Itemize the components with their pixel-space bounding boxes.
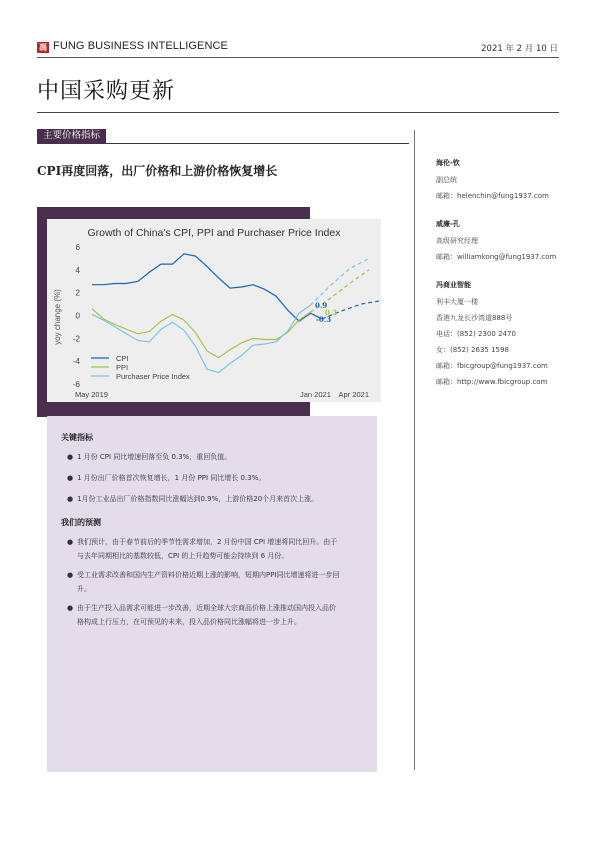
contact-name: 威廉-孔	[436, 220, 460, 228]
logo-mark: 馮	[39, 43, 47, 52]
contact-fax: 女：(852) 2635 1598	[436, 346, 509, 354]
contact-address: 利丰大厦一楼	[436, 298, 478, 306]
chart-ylabel: yoy change (%)	[53, 289, 62, 345]
list-item-line: 我们预计，由于春节前后的季节性需求增加，2 月份中国 CPI 增速将同比回升。由于	[77, 538, 338, 546]
list-item: ● 1 月份 CPI 同比增速回落至负 0.3%，重回负值。	[67, 453, 232, 461]
contact-email[interactable]: 邮箱：williamkong@fung1937.com	[436, 253, 557, 261]
x-tick-label: Apr 2021	[338, 390, 369, 399]
price-index-chart	[47, 219, 381, 402]
contact-card	[436, 158, 586, 204]
summary-panel	[47, 416, 377, 772]
list-item-text: 1月份工业品出厂价格指数同比涨幅达到0.9%，上游价格20个月来首次上涨。	[77, 495, 319, 503]
contact-name: 冯商业智能	[436, 281, 471, 289]
y-tick-label: -6	[72, 380, 80, 389]
data-label: -0.3	[316, 314, 332, 324]
contacts-sidebar	[436, 158, 586, 405]
key-indicators-heading: 关键指标	[61, 433, 93, 442]
list-item-line: 格构成上行压力，在可预见的未来，投入品价格同比涨幅将进一步上升。	[77, 618, 301, 626]
contact-website[interactable]: 邮箱：http://www.fbicgroup.com	[436, 378, 548, 386]
data-label: 0.3	[325, 308, 338, 318]
title-divider	[37, 112, 559, 113]
legend-label: CPI	[116, 354, 129, 363]
list-item-line: 受工业需求改善和国内生产资料价格近期上涨的影响，短期内PPI同比增速将进一步回	[77, 571, 340, 579]
y-tick-label: 0	[75, 311, 80, 321]
data-label: 0.9	[315, 301, 328, 311]
report-date: 2021 年 2 月 10 日	[481, 44, 558, 54]
contact-title: 副总统	[436, 176, 457, 184]
y-tick-label: -4	[72, 357, 80, 367]
series-line	[92, 254, 322, 321]
list-item: ● 我们预计，由于春节前后的季节性需求增加，2 月份中国 CPI 增速将同比回升。由于 与去年同期相比的基数较低，CPI 的上升趋势可能会持续到 6 月份。	[47, 535, 362, 563]
list-item-text: 1 月份出厂价格首次恢复增长，1 月份 PPI 同比增长 0.3%。	[77, 474, 266, 482]
y-tick-label: 6	[75, 243, 80, 252]
list-item-text: 1 月份 CPI 同比增速回落至负 0.3%，重回负值。	[77, 453, 232, 461]
headline: CPI再度回落，出厂价格和上游价格恢复增长	[37, 164, 278, 178]
forecast-heading: 我们的预测	[61, 518, 101, 527]
y-tick-label: 2	[75, 288, 80, 298]
contact-address: 香港九龙长沙湾道888号	[436, 314, 513, 322]
column-divider	[414, 130, 415, 770]
list-item: ● 1 月份出厂价格首次恢复增长，1 月份 PPI 同比增长 0.3%。	[67, 474, 266, 482]
contact-email[interactable]: 邮箱：fbicgroup@fung1937.com	[436, 362, 548, 370]
x-tick-label: Jan 2021	[300, 390, 331, 399]
contact-card	[436, 280, 586, 390]
chart-title: Growth of China's CPI, PPI and Purchaser Price Index	[87, 227, 341, 239]
section-tag: 主要价格指标	[37, 129, 106, 143]
list-item: ● 由于生产投入品需求可能进一步改善，近期全球大宗商品价格上涨推动国内投入品价 格构成上行压力，在可预见的未来，投入品价格同比涨幅将进一步上升。	[47, 601, 362, 629]
contact-card	[436, 219, 586, 265]
contact-phone: 电话：(852) 2300 2470	[436, 330, 516, 338]
list-item-line: 由于生产投入品需求可能进一步改善，近期全球大宗商品价格上涨推动国内投入品价	[77, 604, 336, 612]
x-tick-label: May 2019	[75, 390, 108, 399]
contact-email[interactable]: 邮箱：helenchin@fung1937.com	[436, 192, 549, 200]
forecast-line	[311, 258, 370, 305]
y-tick-label: 4	[75, 265, 80, 275]
page-title: 中国采购更新	[37, 79, 176, 104]
list-item: ● 1月份工业品出厂价格指数同比涨幅达到0.9%，上游价格20个月来首次上涨。	[67, 495, 319, 503]
list-item: ● 受工业需求改善和国内生产资料价格近期上涨的影响，短期内PPI同比增速将进一步回 升。	[47, 568, 362, 596]
list-item-line: 与去年同期相比的基数较低，CPI 的上升趋势可能会持续到 6 月份。	[77, 552, 289, 560]
brand-name: FUNG BUSINESS INTELLIGENCE	[53, 40, 228, 52]
section-underline	[37, 143, 409, 144]
header-divider	[37, 57, 559, 58]
contact-title: 高级研究经理	[436, 237, 478, 245]
y-tick-label: -2	[72, 334, 80, 344]
legend-label: Purchaser Price Index	[116, 372, 190, 381]
contact-name: 海伦-钦	[436, 159, 460, 167]
list-item-line: 升。	[77, 585, 91, 593]
legend-label: PPI	[116, 363, 129, 372]
